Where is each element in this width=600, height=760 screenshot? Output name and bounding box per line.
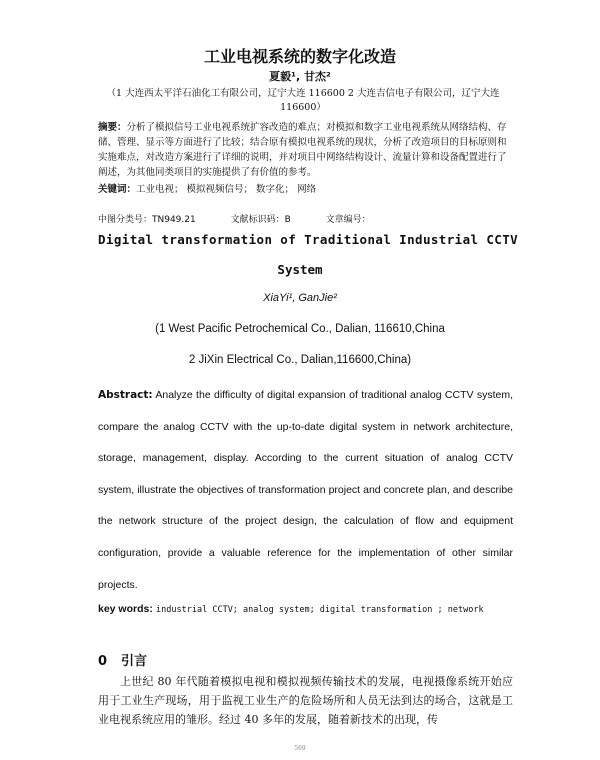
article-number: 文章编号： <box>325 215 371 225</box>
affiliation-cn: （1 大连西太平洋石油化工有限公司，辽宁大连 116600 2 大连吉信电子有限公司，辽宁大连 116600） <box>106 88 500 113</box>
paper-title-en-line1: Digital transformation of Traditional Industrial CCTV <box>98 232 519 247</box>
abstract-cn <box>98 120 508 180</box>
section-heading <box>98 650 600 669</box>
affiliation-en-2: 2 JiXin Electrical Co., Dalian,116600,China) <box>188 354 412 366</box>
keywords-en-text: industrial CCTV; analog system; digital transformation ; network <box>156 605 484 615</box>
classification-meta <box>98 212 518 225</box>
section-title: 引言 <box>121 654 148 669</box>
page-footer: 569 <box>294 745 306 752</box>
paper-title-en-line2: System <box>277 262 323 277</box>
body-paragraph: 上世纪 80 年代随着模拟电视和模拟视频传输技术的发展，电视摄像系统开始应用于工业生产现场，用于监视工业生产的危险场所和人员无法到达的场合，这就是工业电视系统应用的雏形。经过 40 多年的发展，随着新技术的出现，传 <box>98 675 513 726</box>
abstract-en-label: Abstract: <box>98 389 153 401</box>
abstract-cn-label: 摘要： <box>98 122 127 133</box>
clc-number: 中图分类号：TN949.21 <box>98 215 196 225</box>
keywords-en-label: key words: <box>98 603 153 615</box>
abstract-en-text: Analyze the difficulty of digital expansion of traditional analog CCTV system, compare the analog CCTV with the up-to-date digital system in network architecture, storage, management, display. According to the current situation of analog CCTV system, illustrate the objectives of transformation project and concrete plan, and describe the network structure of the project design, the calculation of flow and equipment configuration, provide a valuable reference for the implementation of other similar projects. <box>98 389 513 591</box>
authors-cn: 夏毅¹, 甘杰² <box>269 70 331 83</box>
affiliation-en-1: (1 West Pacific Petrochemical Co., Dalian, 116610,China <box>155 323 445 335</box>
document-code: 文献标识码：B <box>230 215 291 225</box>
keywords-cn-text: 工业电视； 模拟视频信号； 数字化； 网络 <box>136 184 317 195</box>
section-number: 0 <box>98 654 108 669</box>
keywords-cn <box>98 181 508 195</box>
authors-en: XiaYi¹, GanJie² <box>263 292 337 304</box>
abstract-cn-text: 分析了模拟信号工业电视系统扩容改造的难点；对模拟和数字工业电视系统从网络结构、存储、管理、显示等方面进行了比较；结合原有模拟电视系统的现状，分析了改造项目的目标原则和实施难点，对改造方案进行了详细的说明，并对项目中网络结构设计、流量计算和设备配置进行了阐述，为其他同类项目的实施提供了有价值的参考。 <box>98 122 507 178</box>
paper-title-cn: 工业电视系统的数字化改造 <box>203 47 396 66</box>
keywords-en <box>98 603 518 615</box>
abstract-en <box>98 380 513 601</box>
keywords-cn-label: 关键词： <box>98 184 137 195</box>
